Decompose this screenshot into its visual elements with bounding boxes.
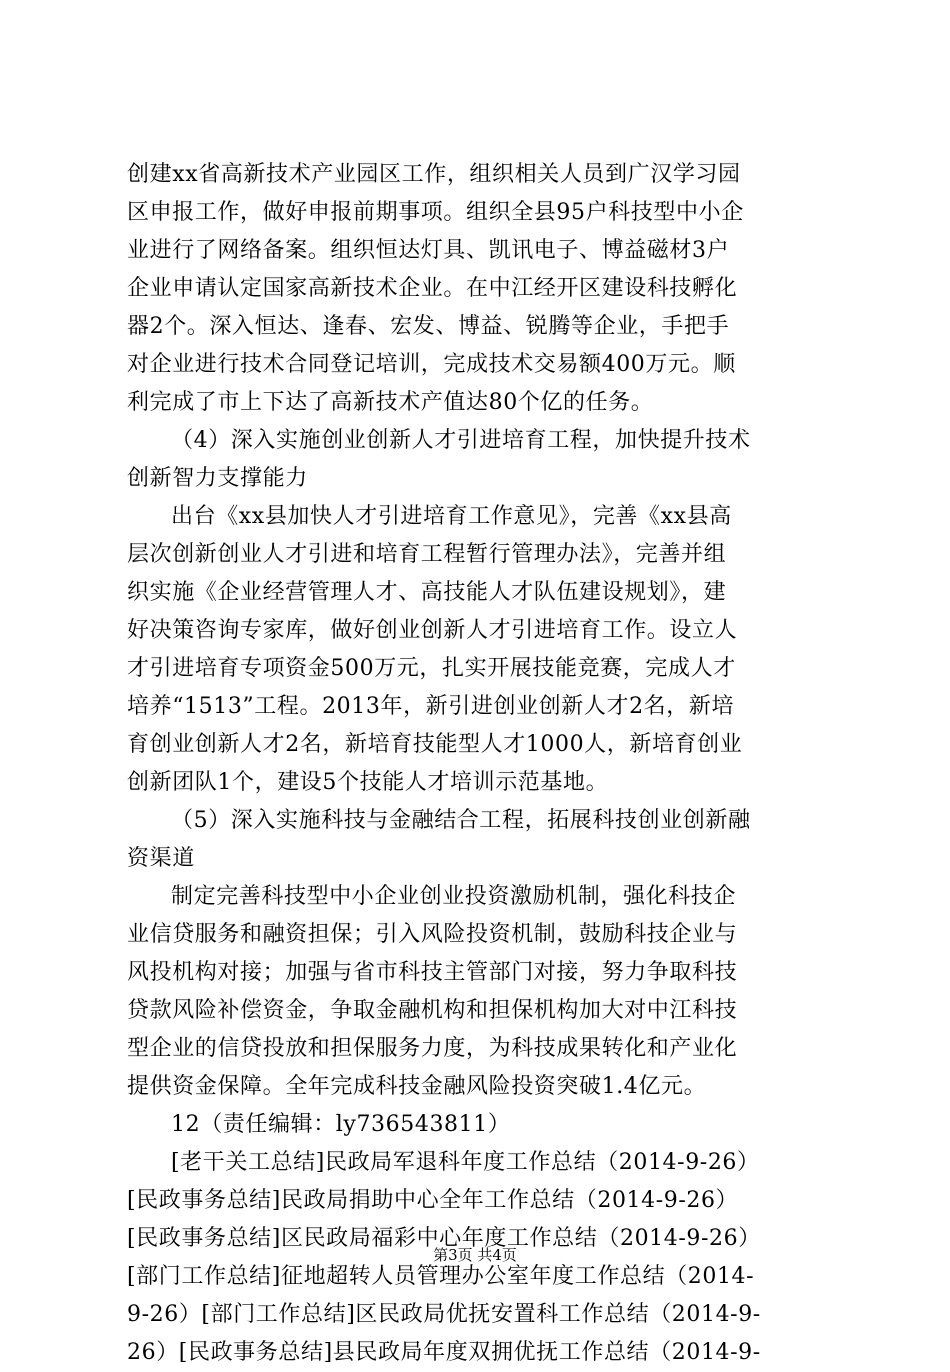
body-line-3: 业进行了网络备案。组织恒达灯具、凯讯电子、博益磁材3户 xyxy=(127,238,730,263)
section-heading-5-cont: 资渠道 xyxy=(127,846,195,871)
related-link-4[interactable]: [部门工作总结]征地超转人员管理办公室年度工作总结（2014- xyxy=(127,1264,755,1289)
body-line-15: 培养“1513”工程。2013年，新引进创业创新人才2名，新培 xyxy=(127,694,735,719)
body-line-20: 制定完善科技型中小企业创业投资激励机制，强化科技企 xyxy=(171,884,737,909)
body-line-6: 对企业进行技术合同登记培训，完成技术交易额400万元。顺 xyxy=(127,352,736,377)
related-link-3[interactable]: [民政事务总结]区民政局福彩中心年度工作总结（2014-9-26） xyxy=(127,1226,761,1251)
body-line-25: 提供资金保障。全年完成科技金融风险投资突破1.4亿元。 xyxy=(127,1074,707,1099)
body-line-10: 出台《xx县加快人才引进培育工作意见》，完善《xx县高 xyxy=(171,504,732,529)
related-link-5[interactable]: 9-26）[部门工作总结]区民政局优抚安置科工作总结（2014-9- xyxy=(127,1302,761,1327)
section-heading-5: （5）深入实施科技与金融结合工程，拓展科技创业创新融 xyxy=(171,808,751,833)
related-link-2[interactable]: [民政事务总结]民政局捐助中心全年工作总结（2014-9-26） xyxy=(127,1188,739,1213)
page-number-footer: 第3页 共4页 xyxy=(433,1246,517,1264)
body-line-1: 创建xx省高新技术产业园区工作，组织相关人员到广汉学习园 xyxy=(127,162,741,187)
body-line-2: 区申报工作，做好申报前期事项。组织全县95户科技型中小企 xyxy=(127,200,744,225)
body-line-14: 才引进培育专项资金500万元，扎实开展技能竞赛，完成人才 xyxy=(127,656,736,681)
body-line-4: 企业申请认定国家高新技术企业。在中江经开区建设科技孵化 xyxy=(127,276,738,301)
related-link-6[interactable]: 26）[民政事务总结]县民政局年度双拥优抚工作总结（2014-9- xyxy=(127,1340,761,1365)
body-line-22: 风投机构对接；加强与省市科技主管部门对接，努力争取科技 xyxy=(127,960,738,985)
editor-note: 12（责任编辑：ly736543811） xyxy=(171,1112,511,1137)
body-line-17: 创新团队1个，建设5个技能人才培训示范基地。 xyxy=(127,770,609,795)
body-line-21: 业信贷服务和融资担保；引入风险投资机制，鼓励科技企业与 xyxy=(127,922,738,947)
body-line-11: 层次创新创业人才引进和培育工程暂行管理办法》，完善并组 xyxy=(127,542,727,567)
section-heading-4: （4）深入实施创业创新人才引进培育工程，加快提升技术 xyxy=(171,428,751,453)
body-line-13: 好决策咨询专家库，做好创业创新人才引进培育工作。设立人 xyxy=(127,618,738,643)
body-line-12: 织实施《企业经营管理人才、高技能人才队伍建设规划》，建 xyxy=(127,580,727,605)
body-line-5: 器2个。深入恒达、逢春、宏发、博益、锐腾等企业，手把手 xyxy=(127,314,730,339)
section-heading-4-cont: 创新智力支撑能力 xyxy=(127,466,308,491)
related-link-1[interactable]: [老干关工总结]民政局军退科年度工作总结（2014-9-26） xyxy=(171,1150,760,1175)
body-line-23: 贷款风险补偿资金，争取金融机构和担保机构加大对中江科技 xyxy=(127,998,738,1023)
body-line-24: 型企业的信贷投放和担保服务力度，为科技成果转化和产业化 xyxy=(127,1036,738,1061)
document-body xyxy=(127,156,833,1372)
body-line-7: 利完成了市上下达了高新技术产值达80个亿的任务。 xyxy=(127,390,654,415)
body-line-16: 育创业创新人才2名，新培育技能型人才1000人，新培育创业 xyxy=(127,732,743,757)
